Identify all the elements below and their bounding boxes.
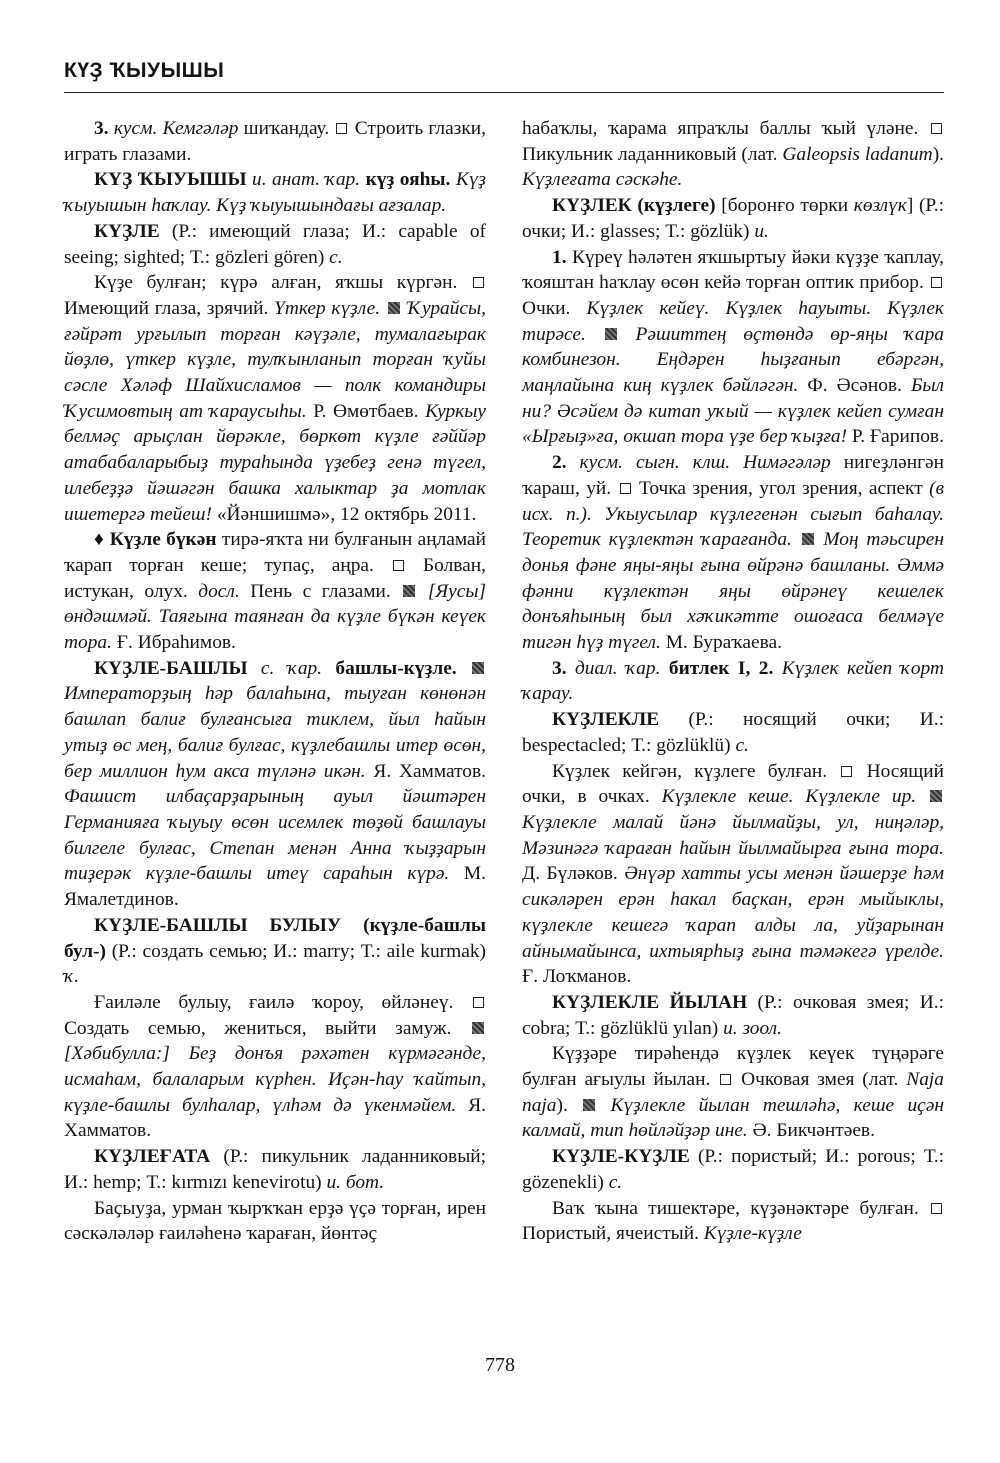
citation-text: Ҡурайсы, ғәйрәт урғылып торған кәүҙәле, тумалағырак йөҙлө, үткер күҙле, тулҡынланып торған ҡуйы сәсле Хәләф Шайхисламов — полк командиры Ҡусимовтың ат ҡараусыһы. [64, 297, 487, 422]
headword: КҮҘ ҠЫУЫШЫ [94, 169, 247, 191]
citation-text: [Хәбибулла:] Беҙ донъя рәхәтен күрмәгәнде, исмаһам, балаларым күрһен. Иҫән-һау ҡайтып, күҙле-башлы булһалар, үлһәм дә үкенмәйем. [64, 1043, 486, 1116]
running-head: КҮҘ ҠЫУЫШЫ [64, 59, 225, 82]
translation-text: Пень с глазами. [239, 580, 402, 602]
citation-block-icon [403, 585, 415, 597]
translation-square-icon [620, 483, 631, 494]
example-text: Күҙлек кейеү. Күҙлек һауыты. Күҙлек тирәсе. [522, 297, 945, 345]
citation-text: [Яусы] өндәшмәй. Таяғына таянған да күҙле бүкән кеүек тора. [64, 580, 486, 654]
example-text: Үткер күҙле. [274, 297, 381, 319]
definition-text: Ваҡ ҡына тишектәре, күҙәнәктәре булған. [552, 1197, 929, 1219]
cross-reference: башлы-күҙле. [335, 657, 457, 679]
part-of-speech: и. бот. [326, 1171, 385, 1193]
dictionary-entry [64, 219, 486, 270]
sense-number: 1. [552, 246, 572, 268]
citation-block-icon [388, 302, 400, 314]
definition-text: шиҡандау. [238, 118, 335, 139]
translations-text: (Р.: создать семью; И.: marry; Т.: aile kurmak) [105, 940, 486, 962]
definition-paragraph [522, 759, 944, 990]
label-text: кусм. сыгн. клш. Нимәгәләр [579, 452, 831, 474]
citation-text: Күҙлекле йылан тешләһә, кеше иҫән калмай, тип һөйләйҙәр ине. [522, 1094, 944, 1142]
label-text: досл. [198, 580, 240, 602]
part-of-speech: и. зоол. [723, 1017, 782, 1039]
headword: КҮҘЛЕ-БАШЛЫ [94, 657, 248, 679]
citation-author: Д. Бүләков. [522, 863, 625, 885]
definition-paragraph [522, 1196, 944, 1247]
citation-author: М. Бураҡаева. [660, 632, 782, 654]
citation-author: Ғ. Ибраһимов. [111, 632, 236, 654]
definition-paragraph [522, 1041, 944, 1144]
definition-text: Күреү һәләтен яҡшыртыу йәки күҙҙе ҡаплау, ҡояштан һаҡлау өсөн кейә торған оптик прибор. [522, 246, 945, 294]
translations-text: (Р.: пикульник ладанниковый; И.: hemp; Т.: kırmızı kenevirotu) [64, 1146, 486, 1193]
translation-square-icon [841, 766, 852, 777]
translation-square-icon [720, 1074, 731, 1085]
label-text: с. ҡар. [247, 657, 336, 679]
definition-paragraph [64, 990, 486, 1144]
etymology-text: [боронғо төрки [715, 195, 854, 217]
idiom-entry: ♦ Күҙле бүкән тирә-яҡта ни булғанын аңламай ҡарап торған кеше; тупаҫ, аңра. Болван, истукан, олух. досл. Пень с глазами. [Яусы] өндәшмәй. Таяғына таянған да күҙле бүкән кеүек тора. Ғ. Ибраһимов. [64, 529, 486, 654]
sense-entry [64, 116, 486, 167]
header-rule [64, 92, 944, 93]
translation-square-icon [336, 123, 347, 134]
dictionary-entry [522, 990, 944, 1041]
example-text: Күҙлекле кеше. Күҙлекле ир. [661, 786, 917, 808]
page-number: 778 [485, 1354, 515, 1376]
definition-paragraph [64, 1196, 486, 1247]
translation-text: Создать семью, жениться, выйти замуж. [64, 1017, 470, 1039]
dictionary-entry [64, 167, 486, 218]
definition-text: нигеҙләнгән ҡараш, уй. [522, 452, 945, 499]
translations-text: (Р.: очковая змея; И.: cobra; Т.: gözlüklü yılan) [522, 991, 944, 1039]
translations-text: (Р.: пористый; И.: porous; Т.: gözenekli) [522, 1146, 944, 1193]
definition-text: Ғаиләле булыу, ғаилә ҡороу, өйләнеү. [94, 991, 471, 1013]
dictionary-entry [64, 1144, 486, 1195]
example-text: (в исх. п.). Укыусылар күҙлегенән сығып баһалау. Теоретик күҙлектән ҡарағанда. [522, 477, 944, 551]
translation-square-icon [393, 560, 404, 571]
citation-author: Ф. Әсәнов. [798, 375, 911, 397]
citation-block-icon [605, 328, 617, 340]
translations-text: (Р.: носящий очки; И.: bespectacled; Т.: gözlüklü) [522, 709, 944, 756]
citation-block-icon [802, 533, 814, 545]
left-column [64, 116, 486, 1247]
citation-author: Р. Ғарипов. [847, 426, 944, 448]
translation-square-icon [931, 123, 942, 134]
sense-entry [522, 245, 944, 451]
cross-reference: күҙ ояһы. [365, 169, 451, 191]
definition-text: Күҙҙәре тирәһендә күҙлек кеүек түңәрәге булған ағыулы йылан. [522, 1043, 944, 1091]
definition-text: һабаҡлы, ҡарама япраҡлы баллы ҡый үләне. [522, 118, 929, 139]
example-text: Күҙле-күҙле [703, 1223, 802, 1245]
citation-author: М. Ямалетдинов. [64, 863, 486, 911]
translation-square-icon [931, 1203, 942, 1214]
definition-text: Күҙлек кейгән, күҙлеге булған. [552, 760, 840, 782]
idiom-headword: Күҙле бүкән [109, 529, 217, 551]
etymology-word: көзлүк [853, 195, 907, 217]
definition-text: Баҫыуҙа, урман ҡырҡҡан ерҙә үҫә торған, ирен сәскәләләр ғаиләһенә ҡараған, йөнтәҫ [64, 1197, 486, 1245]
definition-text: Күҙе булған; күрә алған, яҡшы күргән. [94, 272, 471, 294]
right-column [522, 116, 944, 1247]
sense-number: 3. [94, 118, 114, 139]
part-of-speech: с. [735, 734, 749, 756]
translation-square-icon [473, 997, 484, 1008]
translations-text: (Р.: имеющий глаза; И.: capable of seeing; sighted; Т.: gözleri gören) [64, 220, 486, 268]
headword: КҮҘЛЕҒАТА [94, 1146, 211, 1168]
dictionary-entry [522, 1144, 944, 1195]
citation-author: Р. Өмөтбаев. [306, 400, 426, 422]
headword: КҮҘЛЕ-КҮҘЛЕ [552, 1146, 690, 1168]
citation-text: Фашист илбаҫарҙарының ауыл йәштәрен Германияға ҡыуыу өсөн исемлек төҙөй башлауы билгеле булғас, Степан менән Анна ҡыҙҙарын тиҙерәк күҙле-башлы итеү сараһын күрә. [64, 786, 486, 885]
part-of-speech: ҡ. [64, 966, 80, 988]
citation-block-icon [472, 662, 484, 674]
citation-block-icon [583, 1099, 595, 1111]
headword: КҮҘЛЕ-БАШЛЫ БУЛЫУ (күҙле-башлы бул-) [64, 914, 486, 962]
citation-text: Күҙлекле малай йәнә йылмайҙы, ул, ниңәләр, Мәзинәгә ҡараған һайын йылмайырға ғына тора. [522, 811, 944, 859]
sense-entry [522, 656, 944, 707]
punctuation: ). [556, 1094, 582, 1116]
dictionary-entry [64, 656, 486, 913]
example-text: Күҙ ҡыуышын һаҡлау. Күҙ ҡыуышындағы ағзалар. [64, 169, 486, 217]
citation-author: Я. Хамматов. [365, 760, 486, 782]
citation-author: Ә. Бикчәнтәев. [747, 1120, 875, 1142]
headword: КҮҘЛЕ [94, 220, 160, 242]
sense-number: 2. [552, 452, 580, 474]
latin-name: Galeopsis ladanum [782, 143, 933, 165]
translation-text: Точка зрения, угол зрения, аспект [638, 477, 930, 499]
example-text: Күҙлек кейеп ҡорт ҡарау. [522, 657, 944, 705]
translation-text: Очковая змея (лат. [741, 1069, 907, 1091]
citation-text: Әнүәр хатты усы менән йәшерҙе һәм сикәләрен ерән һакал баҫкан, ерән мыйыклы, күҙлекле кешегә ҡарап алды ла, уйҙарынан айнымайынса, ихтыярһыҙ ғына тәмәкегә үрелде. [522, 863, 944, 962]
translation-text: Очки. [522, 297, 587, 319]
cross-reference: битлек I, 2. [668, 657, 774, 679]
translation-text: Пикульник ладанниковый (лат. [522, 143, 783, 165]
label-text: кусм. Кемгәләр [113, 118, 239, 139]
headword: КҮҘЛЕКЛЕ ЙЫЛАН [552, 991, 748, 1013]
citation-text: Рәшиттең өҫтөндә өр-яңы ҡара комбинезон. Еңдәрен һыҙғанып ебәргән, маңлайына киң күҙлек бәйләгән. [522, 323, 944, 397]
definition-paragraph [522, 116, 944, 193]
translation-text: Болван, истукан, олух. [64, 554, 486, 602]
dictionary-entry [522, 707, 944, 758]
translation-text: Носящий очки, в очках. [522, 760, 944, 808]
translation-square-icon [473, 277, 484, 288]
translations-text: ] (Р.: очки; И.: glasses; Т.: gözlük) [522, 195, 945, 242]
citation-author: Ғ. Лоҡманов. [522, 966, 632, 988]
part-of-speech: с. [329, 246, 343, 268]
part-of-speech: с. [608, 1171, 623, 1193]
citation-text: Императорҙың һәр балаһына, тыуған көнөнән башлап балиғ булғансыға тиклем, йыл һайын утыҙ өс мең, балиғ булғас, күҙлебашлы итер өсөн, бер миллион һум акса түләнә икән. [64, 683, 486, 782]
sense-number: 3. [552, 657, 575, 679]
citation-text: Куркыу белмәҫ арыҫлан йөрәкле, бөркөт күҙле ғәййәр атабабаларыбыҙ тураһында үҙебеҙ генә түгел, илебеҙҙә йәшәгән башка халыктар ҙа мотлак ишетергә тейеш! [64, 400, 486, 525]
definition-text: тирә-яҡта ни булғанын аңламай ҡарап торған кеше; тупаҫ, аңра. [64, 529, 486, 576]
translation-text: Пористый, ячеистый. [522, 1223, 704, 1245]
citation-block-icon [472, 1022, 484, 1034]
citation-text: Был ни? Әсәйем дә китап уҡый — күҙлек кейеп сумған «Ырғыҙ»ға, окшап тора үҙе бер ҡыҙға! [522, 375, 944, 448]
translation-text: Имеющий глаза, зрячий. [64, 297, 275, 319]
citation-block-icon [930, 790, 942, 802]
citation-author: Я. Хамматов. [64, 1094, 486, 1142]
example-text: Күҙлеғата сәскәһе. [522, 169, 683, 191]
latin-name: Naja naja [522, 1069, 944, 1116]
translation-text: Строить глазки, играть глазами. [64, 118, 486, 165]
dictionary-entry [64, 913, 486, 990]
headword: КҮҘЛЕКЛЕ [552, 709, 660, 731]
part-of-speech: и. [754, 220, 769, 242]
sense-entry [522, 450, 944, 656]
label-text: диал. ҡар. [575, 657, 669, 679]
headword: КҮҘЛЕК (күҙлеге) [552, 195, 716, 217]
citation-source: «Йәншишмә», 12 октябрь 2011. [212, 503, 477, 525]
punctuation: ). [932, 143, 944, 165]
definition-paragraph [64, 270, 486, 527]
dictionary-entry [522, 193, 944, 244]
translation-square-icon [931, 277, 942, 288]
citation-text: Моң тәьсирен донья фәне яңы-яңы ғына өйрәнә башланы. Әммә фәнни күҙлектән яңы өйрәнеү кешелек донъяһының был хәҡикәтте ошоғаса белмәүе тигән һүҙ түгел. [522, 529, 944, 654]
label-text: и. анат. ҡар. [246, 169, 366, 191]
